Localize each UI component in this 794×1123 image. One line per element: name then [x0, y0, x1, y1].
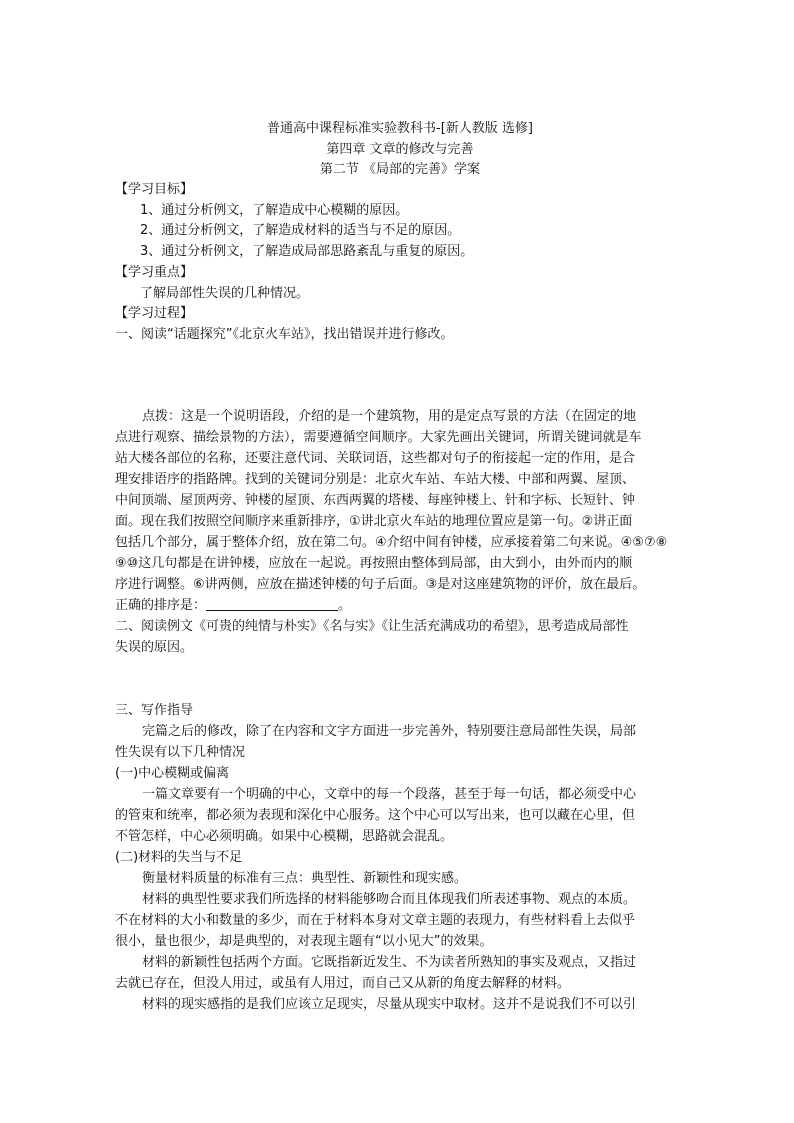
process-item-1: 一、阅读“话题探究”《北京火车站》，找出错误并进行修改。 — [115, 327, 454, 342]
hint-line: 理安排语序的指路牌。找到的关键词分别是：北京火车站、车站大楼、中部和两翼、屋顶、 — [115, 472, 636, 487]
guide-heading: 三、写作指导 — [115, 703, 194, 718]
answer-line — [115, 597, 685, 615]
section-2-text: 去就已存在，但没人用过，或虽有人用过，而自己又从新的角度去解释的材料。 — [115, 976, 571, 991]
hint-line: ⑨⑩这几句都是在讲钟楼，应放在一起说。再按照由整体到局部，由大到小，由外而内的顺 — [115, 556, 633, 571]
hint-line: 面。现在我们按照空间顺序来重新排序，①讲北京火车站的地理位置应是第一句。②讲正面 — [115, 514, 633, 529]
hint-line: 点拨：这是一个说明语段，介绍的是一个建筑物，用的是定点写景的方法（在固定的地 — [142, 409, 637, 424]
process-item-2-cont: 失误的原因。 — [115, 640, 194, 655]
section-1-text: 的管束和统率，都必须为表现和深化中心服务。这个中心可以写出来，也可以藏在心里，但 — [115, 808, 636, 823]
doc-title-section: 第二节 《局部的完善》学案 — [319, 162, 481, 177]
process-item-2: 二、阅读例文《可贵的纯情与朴实》《名与实》《让生活充满成功的希望》，思考造成局部性 — [115, 619, 629, 634]
focus-text: 了解局部性失误的几种情况。 — [140, 286, 310, 301]
answer-blank[interactable] — [206, 597, 338, 611]
answer-end: 。 — [338, 598, 352, 613]
hint-line: 包括几个部分，属于整体介绍，放在第二句。④介绍中间有钟楼，应承接着第二句来说。④⑤⑦⑧ — [115, 535, 668, 550]
guide-intro: 性失误有以下几种情况 — [115, 745, 246, 760]
focus-heading: 【学习重点】 — [115, 265, 194, 280]
doc-title-series: 普通高中课程标准实验教科书-[新人教版 选修] — [267, 121, 533, 136]
section-1-text: 不管怎样，中心必须明确。如果中心模糊，思路就会混乱。 — [115, 829, 454, 844]
hint-line: 点进行观察、描绘景物的方法），需要遵循空间顺序。大家先画出关键词，所谓关键词就是车 — [115, 430, 642, 445]
process-heading: 【学习过程】 — [115, 306, 194, 321]
section-2-text: 材料的新颖性包括两个方面。它既指新近发生、不为读者所熟知的事实及观点，又指过 — [142, 955, 637, 970]
section-2-title: (二)材料的失当与不足 — [115, 850, 243, 865]
hint-line: 中间顶端、屋顶两旁、钟楼的屋顶、东西两翼的塔楼、每座钟楼上、针和字标、长短针、钟 — [115, 493, 636, 508]
answer-label: 正确的排序是： — [115, 598, 207, 613]
objective-item: 1、通过分析例文，了解造成中心模糊的原因。 — [140, 203, 409, 218]
section-2-text: 材料的现实感指的是我们应该立足现实，尽量从现实中取材。这并不是说我们不可以引 — [142, 997, 637, 1012]
objective-item: 3、通过分析例文，了解造成局部思路紊乱与重复的原因。 — [140, 244, 474, 259]
section-2-text: 材料的典型性要求我们所选择的材料能够吻合而且体现我们所表述事物、观点的本质。 — [142, 892, 637, 907]
section-1-text: 一篇文章要有一个明确的中心，文章中的每一个段落，甚至于每一句话，都必须受中心 — [142, 787, 637, 802]
guide-intro: 完篇之后的修改，除了在内容和文字方面进一步完善外，特别要注意局部性失误，局部 — [142, 724, 637, 739]
section-2-text: 不在材料的大小和数量的多少，而在于材料本身对文章主题的表现力，有些材料看上去似乎 — [115, 913, 636, 928]
hint-line: 站大楼各部位的名称，还要注意代词、关联词语，这些都对句子的衔接起一定的作用，是合 — [115, 451, 636, 466]
hint-line: 序进行调整。⑥讲两侧，应放在描述钟楼的句子后面。③是对这座建筑物的评价，放在最后。 — [115, 577, 646, 592]
section-2-text: 衡量材料质量的标准有三点：典型性、新颖性和现实感。 — [142, 871, 468, 886]
section-2-text: 很小，量也很少，却是典型的，对表现主题有“以小见大”的效果。 — [115, 934, 493, 949]
objectives-heading: 【学习目标】 — [115, 182, 194, 197]
section-1-title: (一)中心模糊或偏离 — [115, 766, 230, 781]
objective-item: 2、通过分析例文，了解造成材料的适当与不足的原因。 — [140, 223, 461, 238]
doc-title-chapter: 第四章 文章的修改与完善 — [326, 142, 474, 157]
